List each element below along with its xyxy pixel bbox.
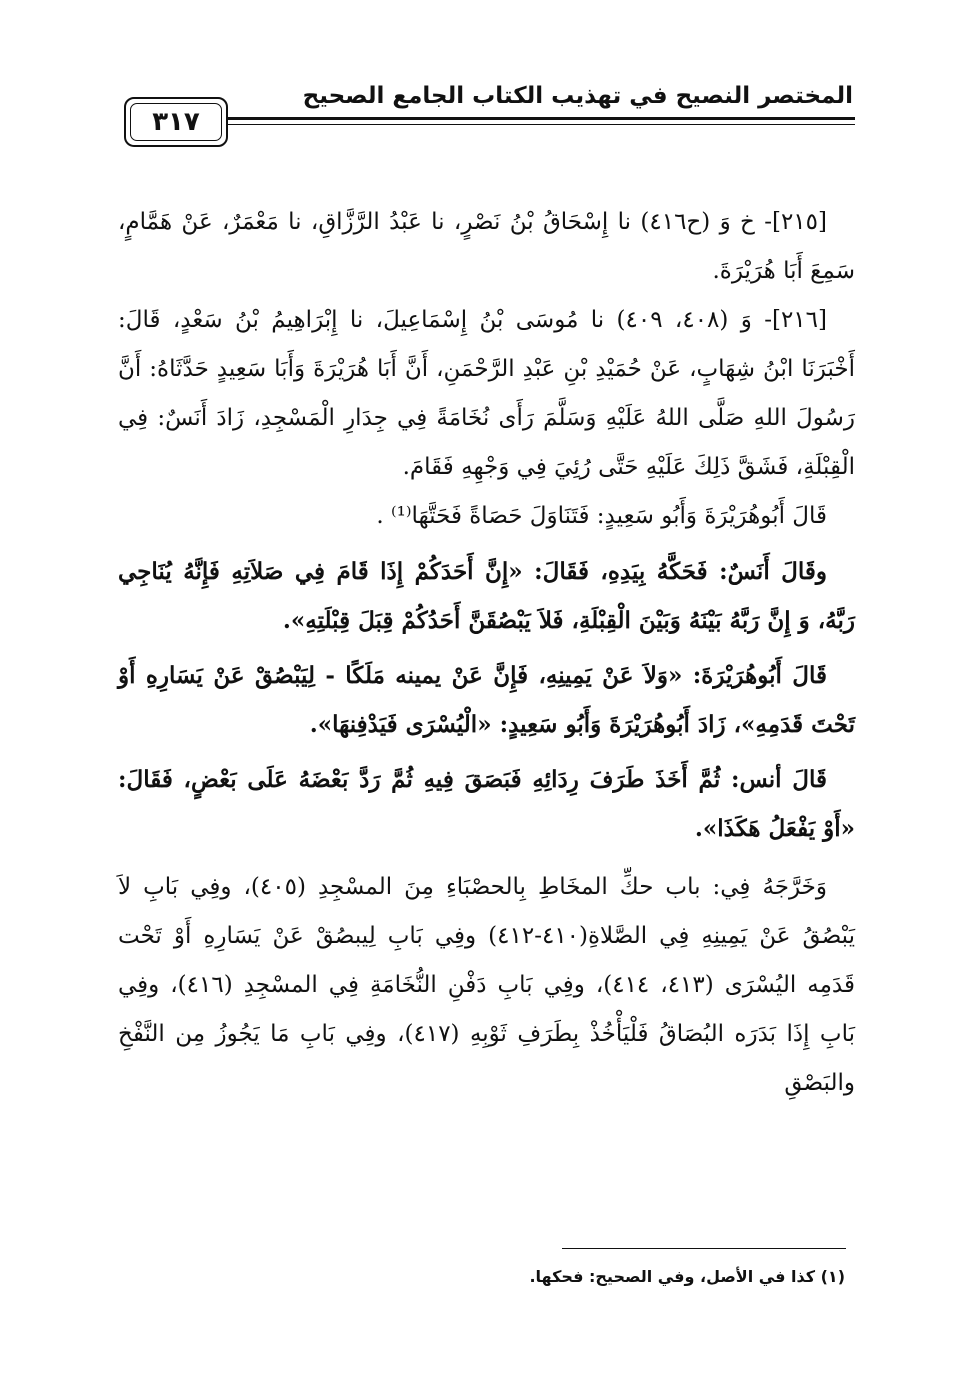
paragraph-takhrij: وَخَرَّجَهُ فِي: باب حكِّ المخَاطِ بِالحصْبَاءِ مِنَ المسْجِدِ (٤٠٥)، وفِي بَابِ لاَ يَبْصُقُ عَنْ يَمِينِهِ فِي الصَّلاةِ(٤١٠-٤١٢) وفِي بَابِ لِيبصُقْ عَنْ يَسَارِهِ أَوْ تَحْت قَدَمِه اليُسْرَى (٤١٣، ٤١٤)، وفِي بَابِ دَفْنِ النُّخَامَةِ فِي المسْجِدِ (٤١٦)، وفِي بَابِ إِذَا بَدَرَه البُصَاقُ فَلْيَأْخُذْ بِطَرَفِ ثَوْبِهِ (٤١٧)، وفِي بَابِ مَا يَجُوزُ مِن النَّفْخِ والبَصْقِ [118, 874, 855, 1096]
running-title: المختصر النصيح في تهذيب الكتاب الجامع الصحيح [302, 83, 853, 109]
header-rule-thick [228, 117, 855, 120]
footnote: (١) كذا في الأصل، وفي الصحيح: فحكها. [529, 1267, 845, 1286]
page-number: ٣١٧ [124, 97, 228, 147]
header-rule-thin [228, 124, 855, 125]
paragraph-anas: وقَالَ أَنَسٌ: فَحَكَّهُ بِيَدِهِ، فَقَالَ: «إِنَّ أَحَدَكُمْ إِذَا قَامَ فِي صَلاَتِهِ فَإِنَّهُ يُنَاجِي رَبَّهُ، وَ إِنَّ رَبَّهُ بَيْنَهُ وَبَيْنَ الْقِبْلَةِ، فَلاَ يَبْصُقَنَّ أَحَدُكُمْ قِبَلَ قِبْلَتِهِ». [118, 558, 855, 634]
paragraph-anas-cloak: قَالَ أنس: ثُمَّ أَخَذَ طَرَفَ رِدَائِهِ فَبَصَقَ فِيهِ ثُمَّ رَدَّ بَعْضَهُ عَلَى بَعْضٍ، فَقَالَ: «أَوْ يَفْعَلُ هَكَذَا». [118, 766, 855, 842]
paragraph-abu-hurayra-abu-said: قَالَ أَبُوهُرَيْرَةَ وَأَبُو سَعِيدٍ: فَتَنَاوَلَ حَصَاةً فَحَتَّهَا⁽¹⁾ . [376, 503, 827, 529]
paragraph-hadith-215: [٢١٥]- خ وَ (ح٤١٦) نا إِسْحَاقُ بْنُ نَصْرٍ، نا عَبْدُ الرَّزَّاقِ، نا مَعْمَرٌ، عَنْ هَمَّامٍ، سَمِعَ أَبَا هُرَيْرَةَ. [118, 209, 855, 284]
paragraph-abu-hurayra: قَالَ أَبُوهُرَيْرَةَ: «وَلاَ عَنْ يَمِينِهِ، فَإِنَّ عَنْ يمينه مَلَكًا - لِيَبْصُقْ عَنْ يَسَارِهِ أَوْ تَحْتَ قَدَمِهِ»، زَادَ أَبُوهُرَيْرَةَ وَأَبُو سَعِيدٍ: «الْيُسْرَى فَيَدْفِنهَا». [118, 662, 855, 738]
paragraph-hadith-216: [٢١٦]- وَ (٤٠٨، ٤٠٩) نا مُوسَى بْنُ إِسْمَاعِيلَ، نا إِبْرَاهِيمُ بْنُ سَعْدٍ، قَالَ: أَخْبَرَنَا ابْنُ شِهَابٍ، عَنْ حُمَيْدِ بْنِ عَبْدِ الرَّحْمَنِ، أَنَّ أَبَا هُرَيْرَةَ وَأَبَا سَعِيدٍ حَدَّثَاهُ: أَنَّ رَسُولَ اللهِ صَلَّى اللهُ عَلَيْهِ وَسَلَّمَ رَأَى نُخَامَةً فِي جِدَارِ الْمَسْجِدِ، زَادَ أَنَسٌ: فِي الْقِبْلَةِ، فَشَقَّ ذَلِكَ عَلَيْهِ حَتَّى رُئِيَ فِي وَجْهِهِ فَقَامَ. [118, 307, 855, 480]
body-text [118, 198, 855, 1108]
footnote-rule [562, 1248, 846, 1249]
